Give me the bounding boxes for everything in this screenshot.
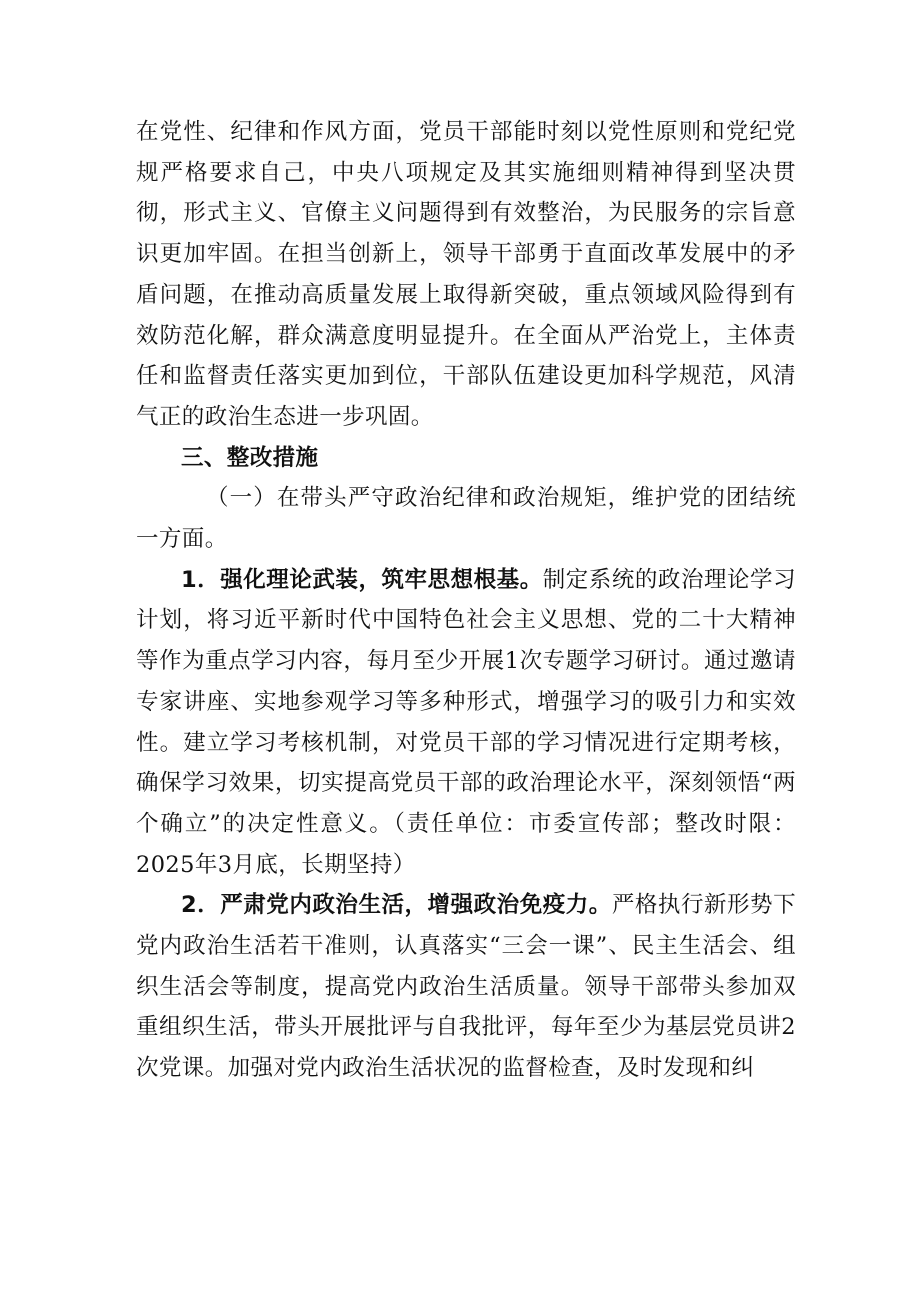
measure-item-1-body: 制定系统的政治理论学习计划，将习近平新时代中国特色社会主义思想、党的二十大精神等作为重点学习内容，每月至少开展1次专题学习研讨。通过邀请专家讲座、实地参观学习等多种形式，增强学习的吸引力和实效性。建立学习考核机制，对党员干部的学习情况进行定期考核，确保学习效果，切实提高党员干部的政治理论水平，深刻领悟“两个确立”的决定性意义。（责任单位：市委宣传部；整改时限：2025年3月底，长期坚持）	[136, 566, 796, 878]
measure-item-1	[136, 560, 796, 886]
subsection-heading-political-discipline: （一）在带头严守政治纪律和政治规矩，维护党的团结统一方面。	[136, 485, 796, 553]
measure-item-2-title: 2．严肃党内政治生活，增强政治免疫力。	[181, 892, 612, 919]
measure-item-1-title: 1．强化理论武装，筑牢思想根基。	[181, 566, 543, 593]
section-heading-rectification-measures: 三、整改措施	[181, 444, 319, 471]
document-body	[136, 112, 796, 1089]
measure-item-2	[136, 885, 796, 1089]
measure-item-2-body: 严格执行新形势下党内政治生活若干准则，认真落实“三会一课”、民主生活会、组织生活会等制度，提高党内政治生活质量。领导干部带头参加双重组织生活，带头开展批评与自我批评，每年至少为基层党员讲2次党课。加强对党内政治生活状况的监督检查，及时发现和纠	[136, 892, 796, 1082]
paragraph-discipline-summary: 在党性、纪律和作风方面，党员干部能时刻以党性原则和党纪党规严格要求自己，中央八项规定及其实施细则精神得到坚决贯彻，形式主义、官僚主义问题得到有效整治，为民服务的宗旨意识更加牢固。在担当创新上，领导干部勇于直面改革发展中的矛盾问题，在推动高质量发展上取得新突破，重点领域风险得到有效防范化解，群众满意度明显提升。在全面从严治党上，主体责任和监督责任落实更加到位，干部队伍建设更加科学规范，风清气正的政治生态进一步巩固。	[136, 119, 796, 430]
